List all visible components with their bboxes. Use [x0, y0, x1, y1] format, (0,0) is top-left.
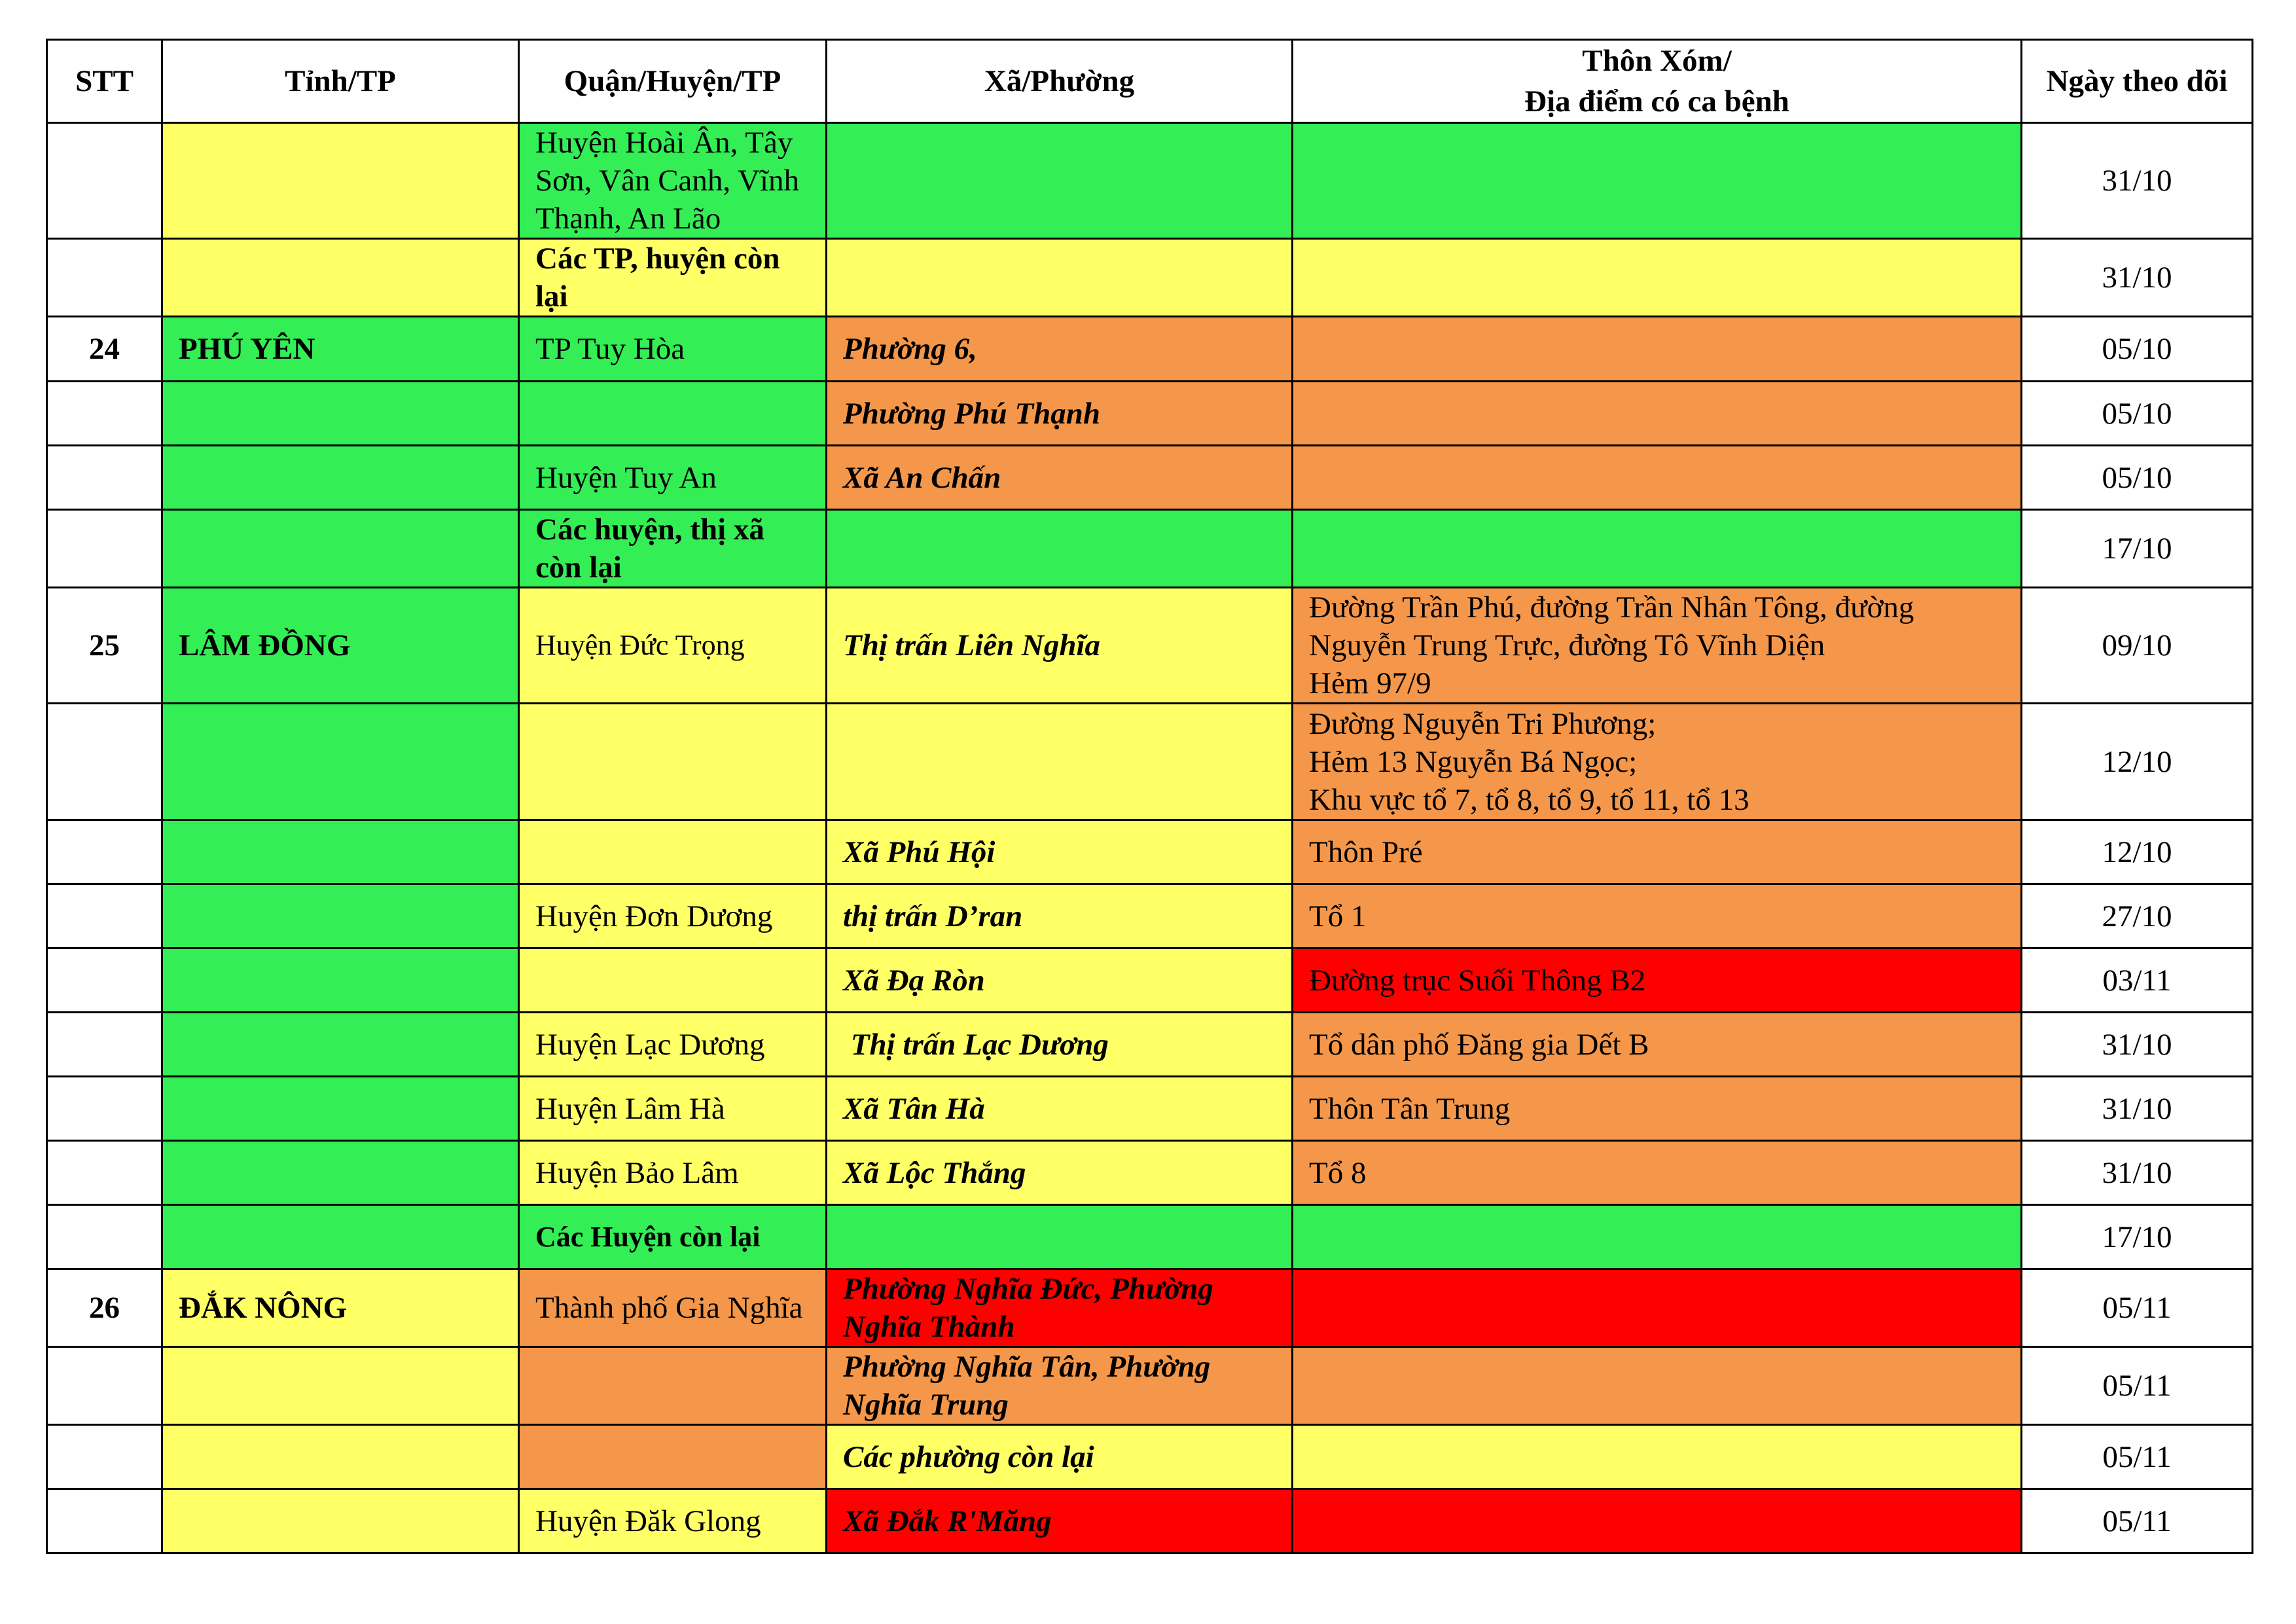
stt-cell	[47, 1141, 162, 1205]
ward-cell: Thị trấn Lạc Dương	[827, 1013, 1293, 1077]
district-cell: Huyện Đăk Glong	[519, 1489, 827, 1553]
table-row	[47, 446, 2253, 510]
district-cell: Huyện Lâm Hà	[519, 1077, 827, 1141]
province-cell	[162, 1489, 519, 1553]
district-cell	[519, 948, 827, 1013]
location-cell	[1293, 1347, 2022, 1425]
ward-cell: Phường Nghĩa Đức, Phường Nghĩa Thành	[827, 1269, 1293, 1347]
location-line: Nguyễn Trung Trực, đường Tô Vĩnh Diện	[1309, 628, 1825, 662]
date-cell: 05/10	[2022, 317, 2253, 382]
ward-cell: Xã Lộc Thắng	[827, 1141, 1293, 1205]
location-cell	[1293, 510, 2022, 588]
table-row	[47, 1269, 2253, 1347]
stt-cell	[47, 704, 162, 820]
date-cell: 05/10	[2022, 446, 2253, 510]
stt-cell	[47, 446, 162, 510]
location-cell	[1293, 1269, 2022, 1347]
date-cell: 03/11	[2022, 948, 2253, 1013]
header-location-line1: Thôn Xóm/	[1582, 44, 1732, 78]
province-cell: PHÚ YÊN	[162, 317, 519, 382]
district-cell	[519, 1425, 827, 1489]
location-line: Khu vực tổ 7, tổ 8, tổ 9, tổ 11, tổ 13	[1309, 782, 1749, 817]
ward-cell: Xã An Chấn	[827, 446, 1293, 510]
stt-cell	[47, 382, 162, 446]
header-ward: Xã/Phường	[827, 40, 1293, 123]
header-location	[1293, 40, 2022, 123]
location-line: Hẻm 97/9	[1309, 666, 1431, 700]
table-row	[47, 1013, 2253, 1077]
date-cell: 12/10	[2022, 820, 2253, 884]
location-cell	[1293, 1205, 2022, 1269]
province-cell	[162, 446, 519, 510]
epidemic-zone-table	[46, 39, 2253, 1554]
location-cell: Tổ 1	[1293, 884, 2022, 948]
ward-cell	[827, 704, 1293, 820]
location-cell	[1293, 446, 2022, 510]
ward-cell: Xã Tân Hà	[827, 1077, 1293, 1141]
header-date: Ngày theo dõi	[2022, 40, 2253, 123]
table-row	[47, 884, 2253, 948]
province-cell	[162, 382, 519, 446]
district-cell: Các Huyện còn lại	[519, 1205, 827, 1269]
date-cell: 05/11	[2022, 1347, 2253, 1425]
stt-cell	[47, 1425, 162, 1489]
stt-cell	[47, 1077, 162, 1141]
ward-cell	[827, 239, 1293, 317]
table-row	[47, 1425, 2253, 1489]
district-cell	[519, 1347, 827, 1425]
table-row	[47, 1205, 2253, 1269]
date-cell: 31/10	[2022, 1077, 2253, 1141]
district-cell: Thành phố Gia Nghĩa	[519, 1269, 827, 1347]
province-cell	[162, 704, 519, 820]
province-cell	[162, 884, 519, 948]
ward-cell: Các phường còn lại	[827, 1425, 1293, 1489]
province-cell: LÂM ĐỒNG	[162, 588, 519, 704]
table-row	[47, 1077, 2253, 1141]
ward-cell: Thị trấn Liên Nghĩa	[827, 588, 1293, 704]
location-cell	[1293, 317, 2022, 382]
date-cell: 27/10	[2022, 884, 2253, 948]
location-line: Đường Trần Phú, đường Trần Nhân Tông, đường	[1309, 590, 1914, 624]
table-row	[47, 948, 2253, 1013]
province-cell	[162, 948, 519, 1013]
date-cell: 31/10	[2022, 1013, 2253, 1077]
stt-cell	[47, 948, 162, 1013]
date-cell: 31/10	[2022, 123, 2253, 239]
date-cell: 05/11	[2022, 1489, 2253, 1553]
province-cell	[162, 820, 519, 884]
stt-cell: 24	[47, 317, 162, 382]
location-cell	[1293, 704, 2022, 820]
ward-cell: Xã Phú Hội	[827, 820, 1293, 884]
stt-cell	[47, 820, 162, 884]
location-line: Đường Nguyễn Tri Phương;	[1309, 706, 1657, 741]
table-row	[47, 510, 2253, 588]
table-row	[47, 317, 2253, 382]
ward-cell	[827, 123, 1293, 239]
header-location-line2: Địa điểm có ca bệnh	[1524, 84, 1789, 118]
province-cell	[162, 1347, 519, 1425]
province-cell	[162, 1077, 519, 1141]
date-cell: 31/10	[2022, 1141, 2253, 1205]
location-cell: Đường trục Suối Thông B2	[1293, 948, 2022, 1013]
date-cell: 05/11	[2022, 1425, 2253, 1489]
location-cell	[1293, 382, 2022, 446]
district-cell: Huyện Tuy An	[519, 446, 827, 510]
location-cell	[1293, 1425, 2022, 1489]
ward-cell: Phường Nghĩa Tân, Phường Nghĩa Trung	[827, 1347, 1293, 1425]
table-row	[47, 820, 2253, 884]
location-cell: Thôn Tân Trung	[1293, 1077, 2022, 1141]
province-cell: ĐẮK NÔNG	[162, 1269, 519, 1347]
location-cell: Tổ dân phố Đăng gia Dết B	[1293, 1013, 2022, 1077]
province-cell	[162, 1013, 519, 1077]
stt-cell	[47, 884, 162, 948]
ward-cell: Phường Phú Thạnh	[827, 382, 1293, 446]
district-cell: Huyện Bảo Lâm	[519, 1141, 827, 1205]
header-stt: STT	[47, 40, 162, 123]
stt-cell: 25	[47, 588, 162, 704]
stt-cell: 26	[47, 1269, 162, 1347]
district-cell: Huyện Lạc Dương	[519, 1013, 827, 1077]
date-cell: 05/10	[2022, 382, 2253, 446]
province-cell	[162, 510, 519, 588]
ward-cell	[827, 510, 1293, 588]
district-cell: Huyện Hoài Ân, Tây Sơn, Vân Canh, Vĩnh Thạnh, An Lão	[519, 123, 827, 239]
date-cell: 05/11	[2022, 1269, 2253, 1347]
stt-cell	[47, 1489, 162, 1553]
district-cell: Huyện Đơn Dương	[519, 884, 827, 948]
table-row	[47, 1347, 2253, 1425]
table-row	[47, 588, 2253, 704]
ward-cell	[827, 1205, 1293, 1269]
location-cell	[1293, 1489, 2022, 1553]
district-cell	[519, 704, 827, 820]
stt-cell	[47, 510, 162, 588]
header-row	[47, 40, 2253, 123]
district-cell: Các huyện, thị xã còn lại	[519, 510, 827, 588]
location-cell: Tổ 8	[1293, 1141, 2022, 1205]
district-cell	[519, 382, 827, 446]
district-cell: TP Tuy Hòa	[519, 317, 827, 382]
district-cell: Các TP, huyện còn lại	[519, 239, 827, 317]
stt-cell	[47, 123, 162, 239]
province-cell	[162, 1425, 519, 1489]
ward-cell: Xã Đắk R'Măng	[827, 1489, 1293, 1553]
header-district: Quận/Huyện/TP	[519, 40, 827, 123]
table-row	[47, 1489, 2253, 1553]
district-cell: Huyện Đức Trọng	[519, 588, 827, 704]
province-cell	[162, 1205, 519, 1269]
location-cell	[1293, 123, 2022, 239]
district-cell	[519, 820, 827, 884]
date-cell: 12/10	[2022, 704, 2253, 820]
province-cell	[162, 239, 519, 317]
date-cell: 31/10	[2022, 239, 2253, 317]
ward-cell: Xã Đạ Ròn	[827, 948, 1293, 1013]
ward-cell: thị trấn D’ran	[827, 884, 1293, 948]
location-cell: Thôn Pré	[1293, 820, 2022, 884]
table-row	[47, 382, 2253, 446]
location-cell	[1293, 588, 2022, 704]
stt-cell	[47, 1013, 162, 1077]
stt-cell	[47, 239, 162, 317]
location-cell	[1293, 239, 2022, 317]
header-province: Tỉnh/TP	[162, 40, 519, 123]
location-line: Hẻm 13 Nguyễn Bá Ngọc;	[1309, 744, 1638, 779]
province-cell	[162, 1141, 519, 1205]
stt-cell	[47, 1205, 162, 1269]
table-row	[47, 1141, 2253, 1205]
table-row	[47, 704, 2253, 820]
table-row	[47, 239, 2253, 317]
ward-cell: Phường 6,	[827, 317, 1293, 382]
table-row	[47, 123, 2253, 239]
stt-cell	[47, 1347, 162, 1425]
date-cell: 09/10	[2022, 588, 2253, 704]
province-cell	[162, 123, 519, 239]
date-cell: 17/10	[2022, 510, 2253, 588]
date-cell: 17/10	[2022, 1205, 2253, 1269]
